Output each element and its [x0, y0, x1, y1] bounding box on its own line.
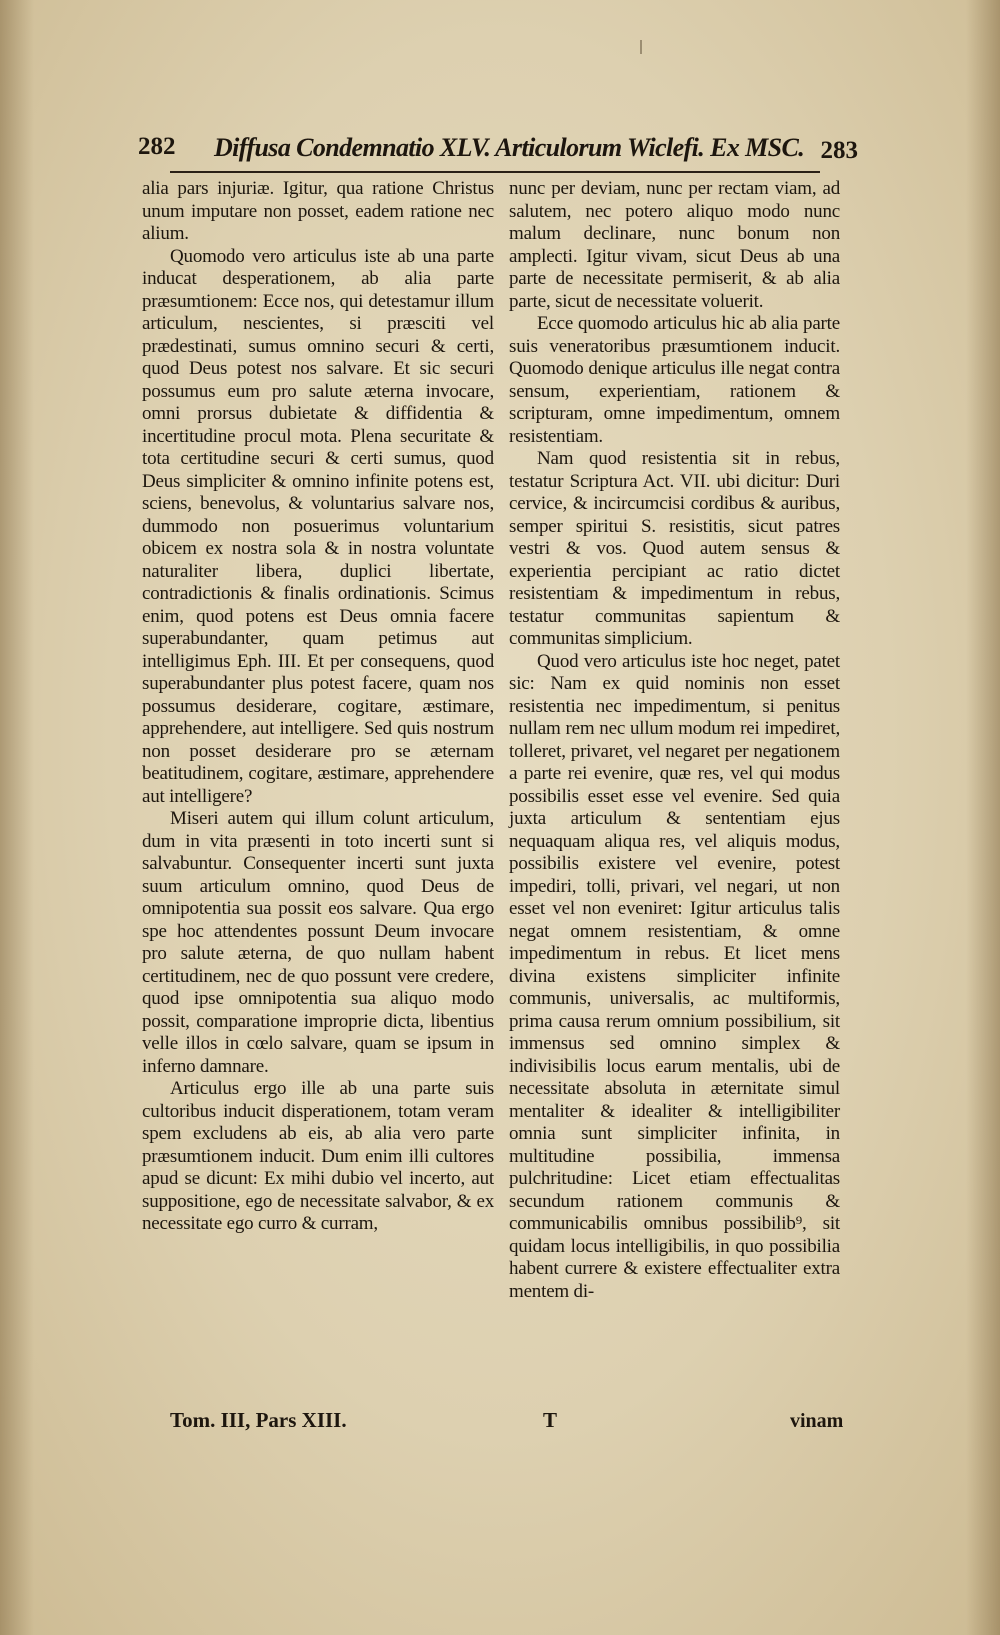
signature-line: Tom. III, Pars XIII. [170, 1408, 347, 1432]
page-edge-shadow [966, 0, 1000, 1635]
page-number-right: 283 [820, 137, 858, 164]
paragraph: nunc per deviam, nunc per rectam viam, ad salutem, nec potero aliquo modo nunc malum declinare, nunc bonum non amplecti. Igitur vivam, sicut Deus ab una parte de necessitate permiserit, & ab alia parte, sicut de necessitate voluerit. [509, 178, 840, 312]
paragraph: alia pars injuriæ. Igitur, qua ratione Christus unum imputare non posset, eadem ratione nec alium. [142, 178, 494, 244]
gutter-shadow [0, 0, 34, 1635]
paragraph: Nam quod resistentia sit in rebus, testatur Scriptura Act. VII. ubi dicitur: Duri cervice, & incircumcisi cordibus & auribus, semper spiritui S. resistitis, sicut patres vestri & vos. Quod autem sensus & experientia percipiant ac ratio dictet resistentiam & impedimentum in rebus, testatur communitas sapientum & communitas simplicium. [509, 448, 840, 649]
page-header [138, 133, 858, 173]
signature-mark: T [543, 1408, 558, 1432]
left-column [142, 178, 494, 1236]
right-column [509, 178, 840, 1303]
page-number-left: 282 [138, 133, 176, 160]
catchword: vinam [790, 1410, 844, 1432]
paragraph: Miseri autem qui illum colunt articulum, dum in vita præsenti in toto incerti sunt si salvabuntur. Consequenter incerti sunt juxta suum articulum omnino, quod Deus de omnipotentia sua possit eos salvare. Qua ergo spe hoc attendentes possunt Deum invocare pro salute æterna, de quo nullam habent certitudinem, nec de quo possunt vere credere, quod ipse omnipotentia sua aliquo modo possit, comparatione improprie dicta, libentius velle illos in cœlo salvare, quam se ipsum in inferno damnare. [142, 808, 494, 1077]
paragraph: Quomodo vero articulus iste ab una parte inducat desperationem, ab alia parte præsumtionem: Ecce nos, qui detestamur illum articulum, nescientes, si præsciti vel prædestinati, sumus omnino securi & certi, quod Deus potest nos salvare. Et sic securi possumus eum pro salute æterna invocare, omni prorsus dubietate & diffidentia & incertitudine procul mota. Plena securitate & tota certitudine securi & certi sumus, quod Deus simpliciter & omnino infinite potens est, sciens, benevolus, & voluntarius salvare nos, dummodo non posuerimus voluntarium obicem ex nostra sola & in nostra voluntate naturaliter libera, duplici libertate, contradictionis & finalis ordinationis. Scimus enim, quod potens est Deus omnia facere superabundanter, quam petimus aut intelligimus Eph. III. Et per consequens, quod superabundanter plus potest facere, quam nos possumus desiderare, cogitare, æstimare, apprehendere, aut intelligere. Sed quis nostrum non posset desiderare pro se æternam beatitudinem, cogitare, æstimare, apprehendere aut intelligere? [142, 245, 494, 807]
paper-mark [640, 40, 642, 54]
paragraph: Quod vero articulus iste hoc neget, patet sic: Nam ex quid nominis non esset resistentia nec impedimentum, si penitus nullam rem nec ullum modum rei impediret, tolleret, privaret, vel negaret per negationem a parte rei evenire, quæ res, vel qui modus possibilis esset esse vel evenire. Sed quia juxta articulum & sententiam ejus nequaquam aliqua res, vel aliquis modus, possibilis existere vel evenire, potest impediri, tolli, privari, vel negari, ut non esset vel non eveniret: Igitur articulus talis negat omnem resistentiam, & omne impedimentum in rebus. Et licet mens divina existens simpliciter infinite communis, universalis, ac multiformis, prima causa rerum omnium possibilium, sit immensus sed omnino simplex & indivisibilis locus earum mentalis, ubi de necessitate absoluta in æternitate simul mentaliter & idealiter & intelligibiliter omnia sunt simpliciter infinita, in multitudine possibilia, immensa pulchritudine: Licet etiam effectualitas secundum rationem communis & communicabilis omnibus possibilib⁹, sit quidam locus intelligibilis, in quo possibilia habent currere & existere effectualiter extra mentem di- [509, 650, 840, 1302]
paragraph: Ecce quomodo articulus hic ab alia parte suis veneratoribus præsumtionem inducit. Quomodo denique articulus ille negat contra sensum, experientiam, rationem & scripturam, omne impedimentum, omnem resistentiam. [509, 313, 840, 447]
header-rule [170, 171, 820, 173]
running-title: Diffusa Condemnatio XLV. Articulorum Wiclefi. Ex MSC. [214, 133, 805, 162]
paragraph: Articulus ergo ille ab una parte suis cultoribus inducit disperationem, totam veram spem excludens ab eis, ab alia vero parte præsumtionem inducit. Dum enim illi cultores apud se dicunt: Ex mihi dubio vel incerto, aut suppositione, ego de necessitate salvabor, & ex necessitate ego curro & curram, [142, 1078, 494, 1234]
